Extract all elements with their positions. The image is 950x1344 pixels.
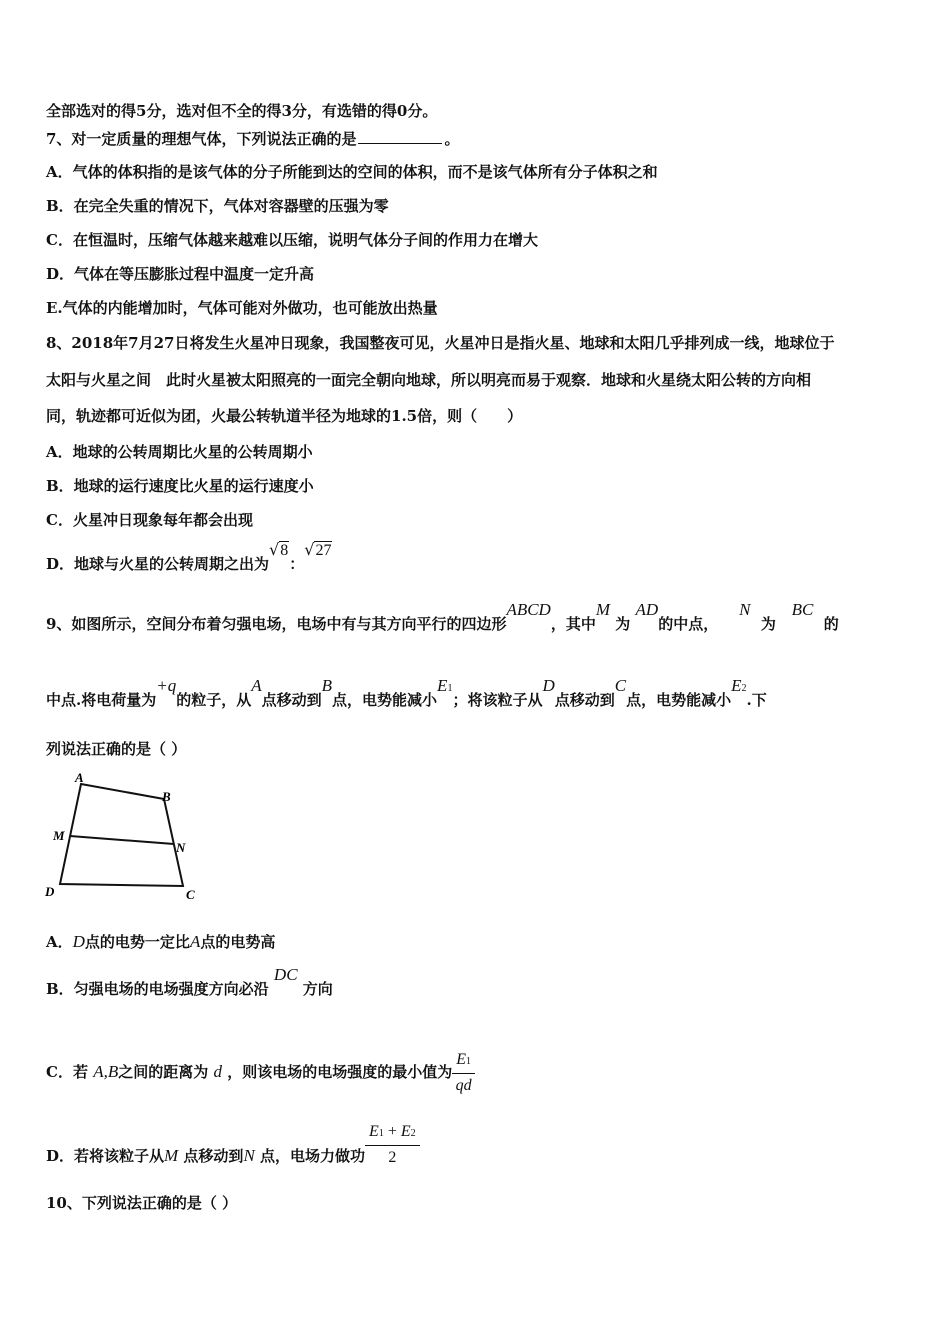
num-e1: E	[369, 1123, 379, 1140]
q7-option-c: C．在恒温时，压缩气体越来越难以压缩，说明气体分子间的作用力在增大	[46, 231, 538, 249]
q9-text: 之间的距离为	[118, 1063, 209, 1081]
math-n: N	[739, 600, 751, 619]
q7-option-b: B．在完全失重的情况下，气体对容器壁的压强为零	[46, 197, 389, 215]
q9-text: B．匀强电场的电场强度方向必沿	[46, 980, 269, 998]
q9-text: 为	[760, 615, 776, 633]
math-abcd: ABCD	[506, 600, 551, 619]
math-bc: BC	[791, 600, 814, 619]
q9-text: 点，电场力做功	[260, 1147, 366, 1165]
q9-text: 点，电势能减小	[626, 691, 732, 709]
q8-stem-line3: 同，轨迹都可近似为团，火最公转轨道半径为地球的1.5倍，则（ ）	[46, 407, 523, 425]
q7-option-d: D．气体在等压膨胀过程中温度一定升高	[46, 265, 315, 283]
ratio-separator: ：	[289, 555, 305, 573]
q9-option-a	[46, 932, 275, 952]
q9-stem-line1	[46, 600, 839, 634]
q9-text: A．	[46, 933, 73, 951]
q9-text: 的	[823, 615, 839, 633]
math-e2-sub: 2	[741, 683, 747, 694]
fraction-numerator	[365, 1122, 420, 1146]
label-d: D	[45, 884, 55, 899]
q7-answer-blank	[358, 131, 442, 144]
q9-text: D．若将该粒子从	[46, 1147, 165, 1165]
quadrilateral-figure	[40, 768, 200, 908]
math-m: M	[164, 1146, 179, 1165]
sqrt-27-radicand: 27	[315, 542, 332, 559]
math-b: B	[321, 676, 333, 695]
q8-stem-line2: 太阳与火星之间 此时火星被太阳照亮的一面完全朝向地球，所以明亮而易于观察．地球和火星绕太阳公转的方向相	[46, 371, 812, 389]
math-a: A	[251, 676, 262, 695]
fraction-e1-plus-e2-over-2	[365, 1122, 420, 1168]
math-e2	[731, 676, 746, 695]
fraction-numerator	[452, 1050, 475, 1074]
fraction-denominator: qd	[455, 1077, 472, 1094]
math-e1	[437, 676, 452, 695]
sqrt-8: √8	[269, 540, 289, 559]
q9-text: 方向	[302, 980, 333, 998]
q9-text: 中点.将电荷量为	[46, 691, 157, 709]
q9-text: .下	[746, 691, 767, 709]
q7-option-e: E.气体的内能增加时，气体可能对外做功，也可能放出热量	[46, 299, 438, 317]
fraction-e1-over-qd	[452, 1050, 475, 1096]
math-ad: AD	[635, 600, 659, 619]
math-ab: A,B	[93, 1062, 119, 1081]
q8-option-b: B．地球的运行速度比火星的运行速度小	[46, 477, 314, 495]
q9-text: 9、如图所示，空间分布着匀强电场，电场中有与其方向平行的四边形	[46, 615, 507, 633]
q8-option-a: A．地球的公转周期比火星的公转周期小	[46, 443, 313, 461]
label-m: M	[53, 828, 65, 843]
q9-stem-line3: 列说法正确的是（ ）	[46, 740, 187, 758]
q9-text: 的粒子，从	[176, 691, 252, 709]
q9-text: 为	[615, 615, 631, 633]
num-plus: +	[383, 1123, 401, 1140]
q9-option-b	[46, 965, 333, 999]
num-e2: E	[400, 1123, 411, 1140]
math-m: M	[595, 600, 611, 619]
q8-option-d-text: D．地球与火星的公转周期之出为	[46, 555, 270, 573]
sqrt-27: √27	[304, 540, 332, 559]
q9-option-d	[46, 1123, 420, 1180]
num-e1-sub: 1	[378, 1128, 384, 1139]
q9-text: C．若	[46, 1063, 88, 1081]
num-e2-sub: 2	[410, 1128, 416, 1139]
label-n: N	[176, 840, 186, 855]
num-sub: 1	[466, 1056, 471, 1067]
fraction-denominator: 2	[388, 1149, 397, 1166]
q8-option-d	[46, 540, 332, 575]
label-a: A	[75, 770, 84, 785]
q8-stem-line1: 8、2018年7月27日将发生火星冲日现象，我国整夜可见，火星冲日是指火星、地球和太阳几乎排列成一线，地球位于	[46, 334, 835, 352]
num-e: E	[456, 1051, 466, 1068]
math-e1-sub: 1	[447, 683, 453, 694]
math-dc: DC	[273, 965, 298, 984]
scoring-note: 全部选对的得5分，选对但不全的得3分，有选错的得0分。	[46, 102, 438, 120]
sqrt-8-radicand: 8	[280, 542, 289, 559]
q9-text: ，其中	[550, 615, 596, 633]
math-n: N	[243, 1146, 255, 1165]
q10-stem: 10、下列说法正确的是（ ）	[46, 1194, 238, 1212]
q7-stem-text: 7、对一定质量的理想气体，下列说法正确的是	[46, 130, 357, 148]
math-e2-base: E	[731, 676, 742, 695]
label-b: B	[162, 789, 171, 804]
math-plus-q: +q	[156, 676, 177, 695]
math-d: D	[542, 676, 555, 695]
segment-mn	[70, 836, 174, 844]
q8-option-c: C．火星冲日现象每年都会出现	[46, 511, 253, 529]
q9-text: 点移动到	[183, 1147, 244, 1165]
q7-stem	[46, 129, 459, 149]
q9-text: 点，电势能减小	[332, 691, 438, 709]
math-e1-base: E	[437, 676, 448, 695]
q9-text: ，则该电场的电场强度的最小值为	[227, 1063, 453, 1081]
q9-text: 的中点，	[658, 615, 719, 633]
q7-stem-end: 。	[444, 130, 460, 148]
label-c: C	[186, 887, 195, 902]
q9-stem-line2	[46, 676, 767, 713]
q9-text: 点移动到	[261, 691, 322, 709]
q9-text: 点的电势高	[200, 933, 276, 951]
math-a: A	[189, 932, 201, 951]
q9-text: 点移动到	[554, 691, 615, 709]
q9-text: ；将该粒子从	[452, 691, 543, 709]
q9-text: 点的电势一定比	[84, 933, 190, 951]
math-c: C	[614, 676, 627, 695]
q9-option-c	[46, 1050, 475, 1096]
math-d-distance: d	[213, 1062, 222, 1081]
math-d: D	[72, 932, 85, 951]
q7-option-a: A．气体的体积指的是该气体的分子所能到达的空间的体积，而不是该气体所有分子体积之和	[46, 163, 658, 181]
